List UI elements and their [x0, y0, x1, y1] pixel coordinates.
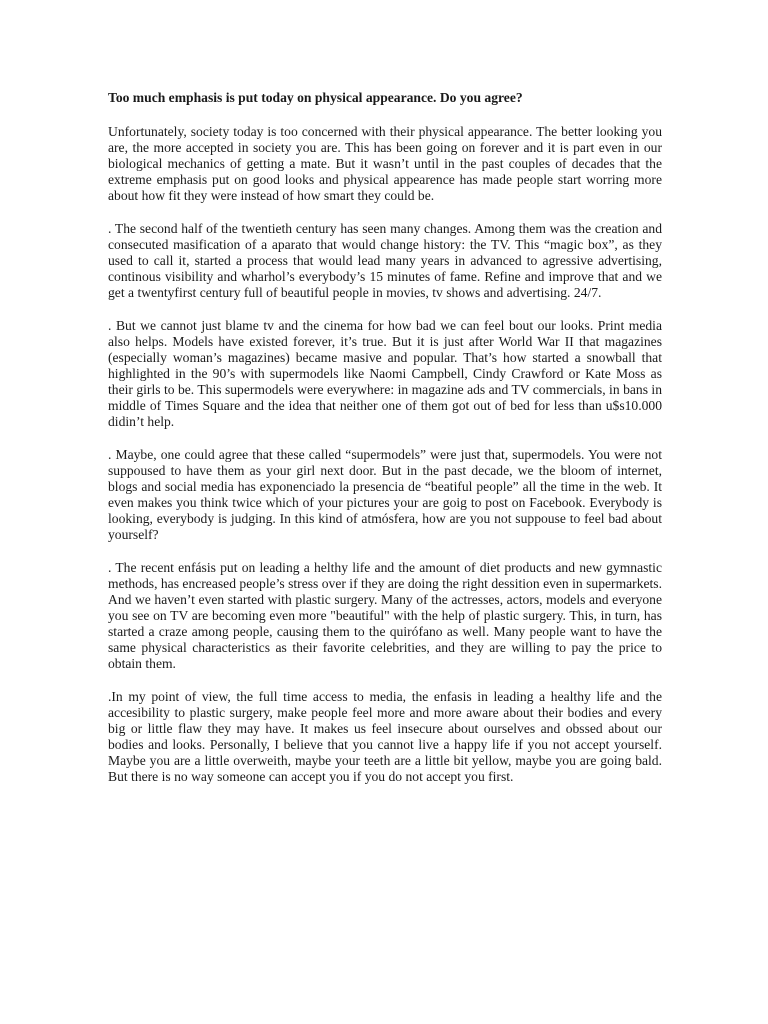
- essay-paragraph-6: .In my point of view, the full time access to media, the enfasis in leading a healthy life and the accesibility to plastic surgery, make people feel more and more aware about their bodies and every big or little flaw they may have. It makes us feel insecure about ourselves and obssed about our bodies and looks. Personally, I believe that you cannot live a happy life if you not accept yourself. Maybe you are a little overweith, maybe your teeth are a little bit yellow, maybe you are going bald. But there is no way someone can accept you if you do not accept you first.: [108, 689, 662, 784]
- essay-paragraph-5: . The recent enfásis put on leading a helthy life and the amount of diet products and new gymnastic methods, has encreased people’s stress over if they are doing the right dessition even in supermarkets. And we haven’t even started with plastic surgery. Many of the actresses, actors, models and everyone you see on TV are becoming even more "beautiful" with the help of plastic surgery. This, in turn, has started a craze among people, causing them to the quirófano as well. Many people want to have the same physical characteristics as their favorite celebrities, and they are willing to pay the price to obtain them.: [108, 560, 662, 671]
- essay-paragraph-3: . But we cannot just blame tv and the cinema for how bad we can feel bout our looks. Print media also helps. Models have existed forever, it’s true. But it is just after World War II that magazines (especially woman’s magazines) became masive and popular. That’s how started a snowball that highlighted in the 90’s with supermodels like Naomi Campbell, Cindy Crawford or Kate Moss as their girls to be. This supermodels were everywhere: in magazine ads and TV commercials, in bans in middle of Times Square and the idea that neither one of them got out of bed for less than u$s10.000 didin’t help.: [108, 318, 662, 429]
- essay-paragraph-1: Unfortunately, society today is too concerned with their physical appearance. The better looking you are, the more accepted in society you are. This has been going on forever and it is part even in our biological mechanics of getting a mate. But it wasn’t until in the past couples of decades that the extreme emphasis put on good looks and physical appearence has made people start worring more about how fit they were instead of how smart they could be.: [108, 124, 662, 203]
- essay-title: Too much emphasis is put today on physical appearance. Do you agree?: [108, 90, 523, 105]
- essay-paragraph-4: . Maybe, one could agree that these called “supermodels” were just that, supermodels. You were not suppoused to have them as your girl next door. But in the past decade, we the bloom of internet, blogs and social media has exponenciado la presencia de “beatiful people” all the time in the web. It even makes you think twice which of your pictures your are goig to post on Facebook. Everybody is looking, everybody is judging. In this kind of atmósfera, how are you not suppouse to feel bad about yourself?: [108, 447, 662, 542]
- essay-paragraph-2: . The second half of the twentieth century has seen many changes. Among them was the creation and consecuted masification of a aparato that would change history: the TV. This “magic box”, as they used to call it, started a process that would lead many years in advanced to agressive advertising, continous visibility and wharhol’s everybody’s 15 minutes of fame. Refine and improve that and we get a twentyfirst century full of beautiful people in movies, tv shows and advertising. 24/7.: [108, 221, 662, 300]
